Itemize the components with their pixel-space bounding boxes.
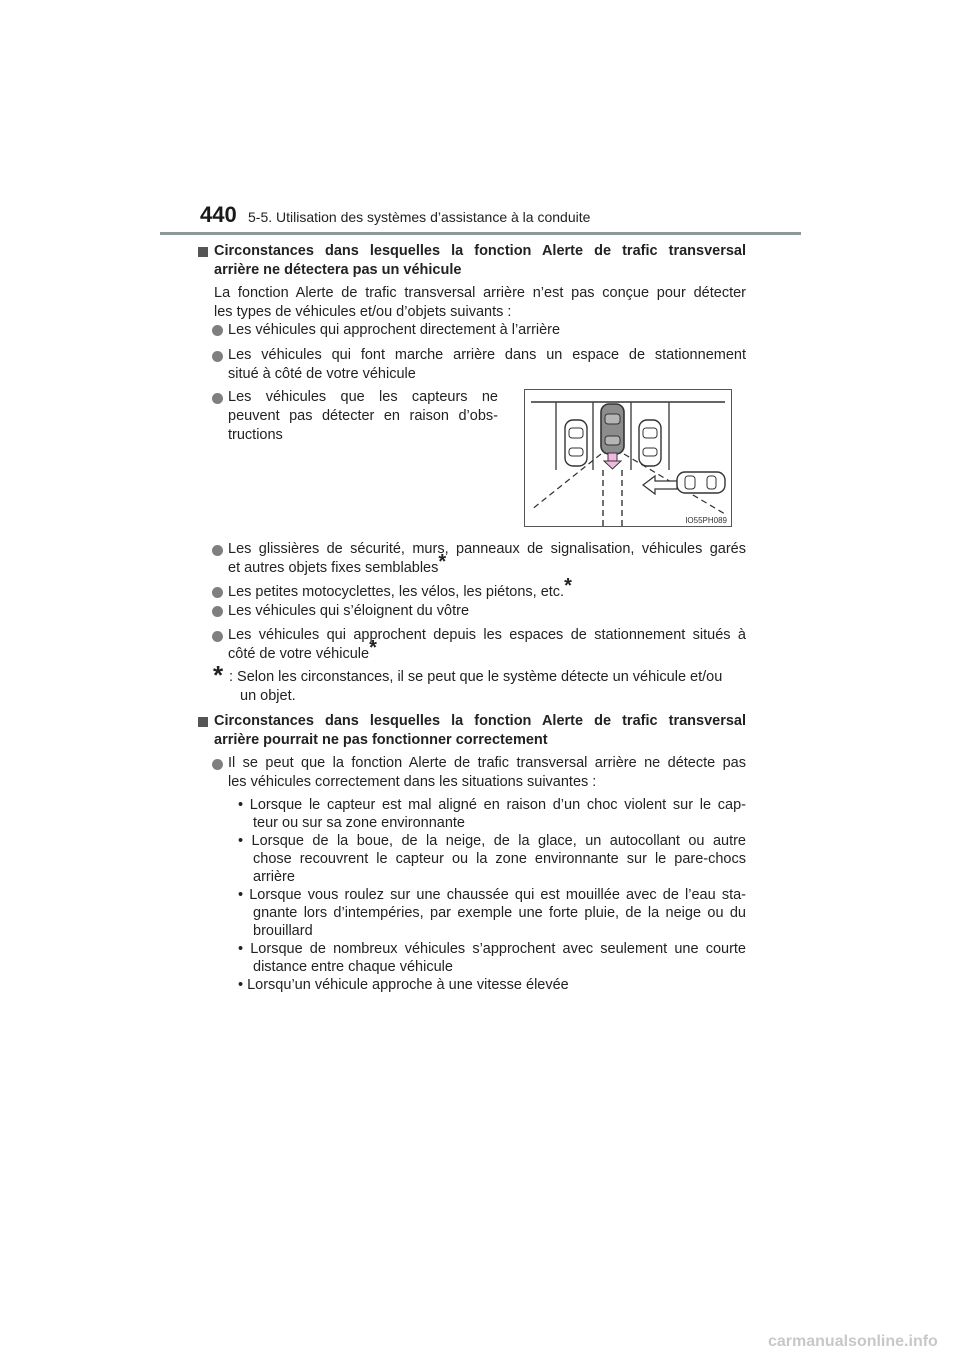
sub-list-item-continuation: chose recouvrent le capteur ou la zone environnante sur le pare-chocs — [253, 851, 746, 867]
approach-arrow-icon — [643, 476, 677, 494]
list-item: Les véhicules qui s’éloignent du vôtre — [228, 603, 470, 619]
list-item: Les véhicules qui approchent depuis les espaces de stationnement situés à — [228, 627, 746, 643]
approaching-vehicle-icon — [677, 472, 725, 493]
footer-site-watermark: carmanualsonline.info — [768, 1333, 938, 1350]
list-item: Les véhicules que les capteurs ne — [228, 389, 498, 405]
section1-intro-line2: les types de véhicules et/ou d’objets suivants : — [214, 304, 512, 320]
own-vehicle-icon — [601, 404, 624, 454]
figure-code: IO55PH089 — [685, 516, 727, 525]
rear-cross-traffic-illustration — [524, 389, 732, 527]
list-item: Les véhicules qui approchent directement à l’arrière — [228, 322, 561, 338]
section2-heading-line2: arrière pourrait ne pas fonctionner correctement — [214, 732, 548, 748]
sub-list-item-continuation: gnante lors d’intempéries, par exemple une forte pluie, de la neige ou du — [253, 905, 746, 921]
list-item-continuation: peuvent pas détecter en raison d’obs- — [228, 408, 498, 424]
list-item: Il se peut que la fonction Alerte de trafic transversal arrière ne détecte pas — [228, 755, 746, 771]
bullet-dot — [212, 351, 223, 362]
list-item-continuation: côté de votre véhicule* — [228, 637, 377, 662]
sub-list-item-continuation: arrière — [253, 869, 295, 885]
section1-heading-line1: Circonstances dans lesquelles la fonction Alerte de trafic transversal — [214, 243, 746, 259]
section2-heading-line1: Circonstances dans lesquelles la fonction Alerte de trafic transversal — [214, 713, 746, 729]
bullet-dot — [212, 545, 223, 556]
chapter-title: 5-5. Utilisation des systèmes d’assistance à la conduite — [248, 209, 591, 225]
bullet-dot — [212, 606, 223, 617]
bullet-dot — [212, 631, 223, 642]
section1-intro-line1: La fonction Alerte de trafic transversal arrière n’est pas conçue pour détecter — [214, 285, 746, 301]
sub-list-item-continuation: distance entre chaque véhicule — [253, 959, 453, 975]
list-item-continuation: situé à côté de votre véhicule — [228, 366, 416, 382]
footnote-text-line1: : Selon les circonstances, il se peut que le système détecte un véhicule et/ou — [229, 669, 723, 685]
page-number: 440 — [200, 202, 237, 227]
reversing-arrow-icon — [604, 453, 621, 469]
sub-list-item: • Lorsqu’un véhicule approche à une vitesse élevée — [238, 977, 569, 993]
parked-car-right-icon — [639, 420, 661, 466]
footnote-asterisk: * — [213, 660, 224, 690]
list-item-continuation: les véhicules correctement dans les situations suivantes : — [228, 774, 597, 790]
list-item: Les glissières de sécurité, murs, panneaux de signalisation, véhicules garés — [228, 541, 746, 557]
parking-diagram — [525, 390, 731, 526]
bullet-dot — [212, 759, 223, 770]
sub-list-item: • Lorsque vous roulez sur une chaussée qui est mouillée avec de l’eau sta- — [238, 887, 746, 903]
section1-heading-line2: arrière ne détectera pas un véhicule — [214, 262, 462, 278]
sub-list-item: • Lorsque de nombreux véhicules s’approchent avec seulement une courte — [238, 941, 746, 957]
sub-list-item: • Lorsque le capteur est mal aligné en raison d’un choc violent sur le cap- — [238, 797, 746, 813]
list-item-continuation: et autres objets fixes semblables* — [228, 551, 447, 576]
bullet-dot — [212, 325, 223, 336]
header-divider — [160, 232, 801, 235]
bullet-dot — [212, 587, 223, 598]
footnote-text-line2: un objet. — [240, 688, 296, 704]
bullet-dot — [212, 393, 223, 404]
heading-square-bullet — [198, 247, 208, 257]
list-item: Les véhicules qui font marche arrière dans un espace de stationnement — [228, 347, 746, 363]
list-item: Les petites motocyclettes, les vélos, les piétons, etc.* — [228, 575, 572, 600]
sub-list-item-continuation: teur ou sur sa zone environnante — [253, 815, 465, 831]
sub-list-item-continuation: brouillard — [253, 923, 313, 939]
sub-list-item: • Lorsque de la boue, de la neige, de la glace, un autocollant ou autre — [238, 833, 746, 849]
list-item-continuation: tructions — [228, 427, 283, 443]
footnote-marker: * — [369, 637, 377, 660]
heading-square-bullet — [198, 717, 208, 727]
footnote-marker: * — [564, 575, 572, 598]
parked-car-left-icon — [565, 420, 587, 466]
footnote-marker: * — [438, 551, 447, 574]
